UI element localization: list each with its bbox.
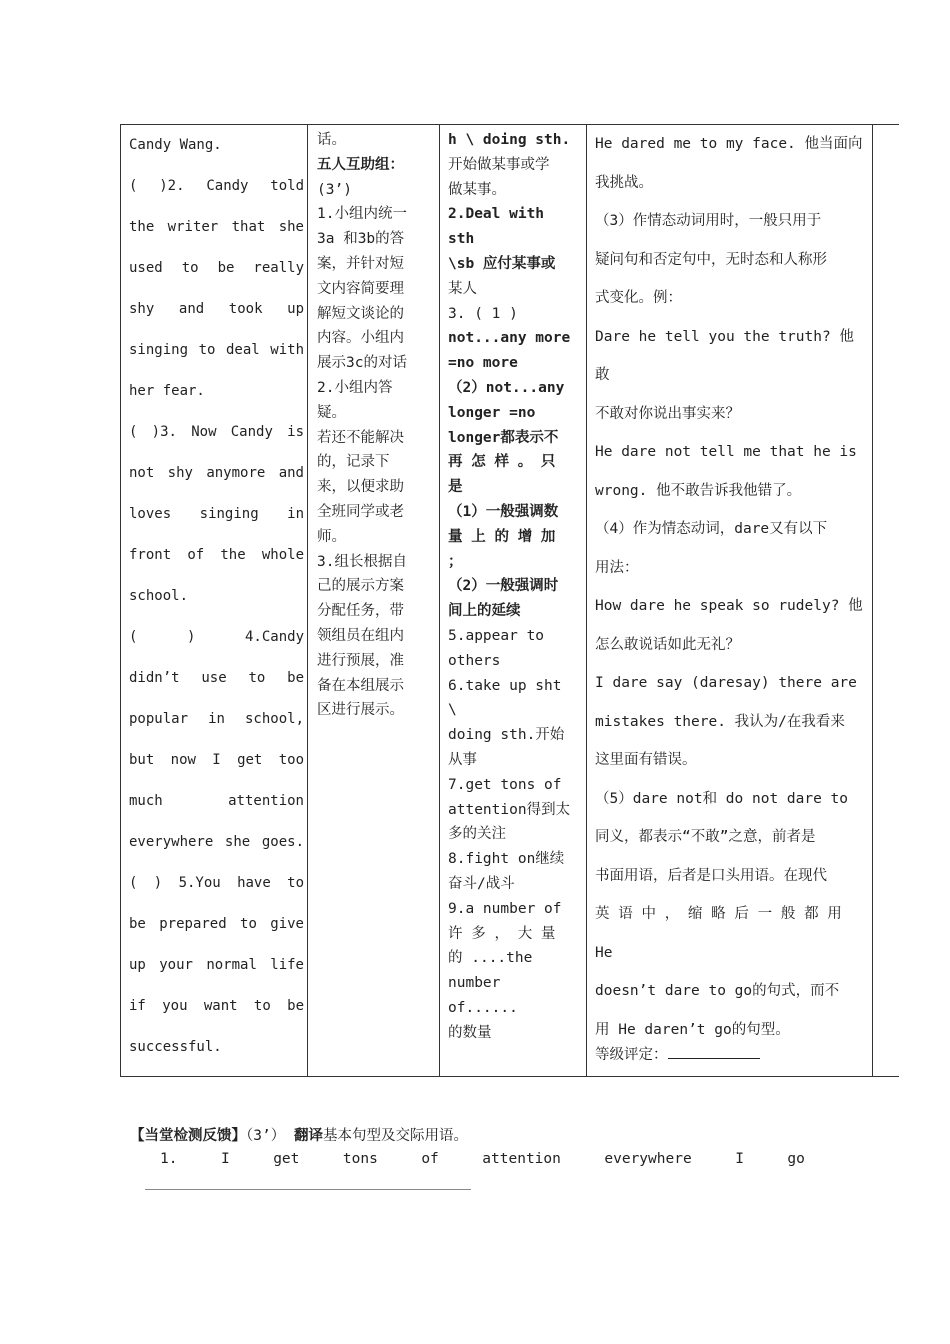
col2-line: 区进行展示。 [317,702,404,719]
col1-line: successful. [129,1039,222,1055]
col2-line: 疑。 [317,404,346,421]
col1-line: popular in school, [129,711,304,727]
col1-line: much attention [129,793,304,809]
col2-line: 展示3c的对话 [317,355,407,372]
feedback-title: 【当堂检测反馈】 [130,1128,246,1144]
col2-line: 师。 [317,528,346,545]
rating-blank[interactable] [668,1044,760,1059]
col4-line: wrong. 他不敢告诉我他错了。 [595,482,802,499]
question-1-word: get [273,1151,300,1167]
col2-line: 内容。小组内 [317,330,404,347]
col4-line: doesn’t dare to go的句式，而不 [595,983,840,999]
col4-line: How dare he speak so rudely? 他 [595,598,863,614]
col3-line: 从事 [448,751,477,768]
question-1-word: of [421,1151,439,1167]
question-1-word: attention [482,1151,561,1167]
question-1-word: everywhere [604,1151,692,1167]
col3-line: 5.appear to [448,627,545,644]
col2-line: 五人互助组： [317,156,404,173]
col1-line: used to be really [129,260,304,276]
col4-line: 疑问句和否定句中，无时态和人称形 [595,251,827,268]
col4-line: （4）作为情态动词，dare又有以下 [595,521,828,537]
rating-label: 等级评定： [595,1047,668,1063]
col4-line: 不敢对你说出事实来？ [595,405,740,422]
question-1-word: I [735,1151,744,1167]
col4-line: 书面用语，后者是口头用语。在现代 [595,867,827,884]
question-1 [160,1151,805,1167]
col2-line: 来，以便求助 [317,479,404,496]
col3-line: 量 上 的 增 加 ； [448,528,556,570]
col2-line: 解短文谈论的 [317,305,404,322]
column-divider [872,125,873,1076]
col4-line: 式变化。例： [595,290,682,306]
col1-line: singing to deal with [129,342,304,358]
col3-line: 的数量 [448,1024,492,1041]
col3-line: 奋斗/战斗 [448,875,515,892]
col1-line: Candy Wang. [129,137,222,153]
col1-line: shy and took up [129,301,304,317]
col3-line: not...any more [448,330,571,347]
col4-line: 英 语 中 ， 缩 略 后 一 般 都 用 He [595,906,842,961]
col1-line: her fear. [129,383,205,399]
col4-line: 用法： [595,559,639,576]
col1-line: everywhere she goes. [129,834,304,850]
col4-line: He dare not tell me that he is [595,444,857,460]
col3-line: longer =no [448,404,536,421]
group-work-column [317,125,437,1076]
col4-line: 这里面有错误。 [595,752,697,768]
col2-line: 进行预展，准 [317,652,404,669]
col2-line: (3’) [317,181,352,198]
col2-line: 己的展示方案 [317,578,404,595]
col3-line: =no more [448,355,518,372]
col2-line: 的，记录下 [317,454,390,471]
col1-line: loves singing in [129,506,304,522]
col1-line: front of the whole [129,547,304,563]
grammar-notes-column [595,125,865,1076]
col3-line: 开始做某事或学 [448,156,550,173]
col4-line: 我挑战。 [595,174,653,191]
col3-line: 再 怎 样 。 只 是 [448,454,556,496]
col3-line: 某人 [448,280,477,297]
col1-line: school. [129,588,189,604]
col1-line: the writer that she [129,219,304,235]
col4-line: He dared me to my face. 他当面向 [595,136,863,152]
phrases-column [448,125,578,1076]
col4-line: 用 He daren’t go的句型。 [595,1021,790,1038]
col2-line: 若还不能解决 [317,429,404,446]
col1-line: ( ) 4.Candy [129,629,304,645]
col1-line: but now I get too [129,752,304,768]
col2-line: 文内容简要理 [317,280,404,297]
col2-line: 2.小组内答 [317,379,393,396]
question-1-word: 1. [160,1151,178,1167]
col1-line: be prepared to give [129,916,304,932]
col4-line: （5）dare not和 do not dare to [595,790,849,807]
col2-line: 领组员在组内 [317,627,404,644]
col3-line: 许 多 ， 大 量 [448,925,556,942]
col1-line: didn’t use to be [129,670,304,686]
question-1-word: tons [342,1151,378,1167]
col3-line: others [448,652,501,669]
col3-line: （2）not...any [448,379,565,396]
col3-line: number of...... [448,975,518,1016]
col3-line: 2.Deal with sth [448,206,545,248]
col3-line: 多的关注 [448,826,506,843]
col3-line: （2）一般强调时 [448,578,559,595]
col2-line: 1.小组内统一 [317,206,407,223]
lesson-table [120,124,899,1077]
exercise-column [129,125,304,1076]
col2-line: 案，并针对短 [317,255,404,272]
feedback-task: 基本句型及交际用语。 [322,1128,468,1144]
col3-line: h \ doing sth. [448,132,571,148]
col1-line: ( ) 5.You have to [129,875,304,891]
col1-line: ( )3. Now Candy is [129,424,304,440]
col3-line: 做某事。 [448,181,506,198]
col4-line: I dare say (daresay) there are [595,675,857,691]
col3-line: doing sth.开始 [448,727,565,744]
question-1-word: go [787,1151,805,1167]
column-divider [307,125,308,1076]
col2-line: 3.组长根据自 [317,553,407,570]
col2-line: 备在本组展示 [317,677,404,694]
feedback-points: （3’） [246,1128,286,1144]
col2-line: 全班同学或老 [317,503,404,520]
col4-line: Dare he tell you the truth? 他敢 [595,328,854,383]
col2-line: 分配任务，带 [317,603,404,620]
col3-line: 7.get tons of [448,776,562,793]
col3-line: 9.a number of [448,900,562,917]
col3-line: 8.fight on继续 [448,851,565,868]
col1-line: not shy anymore and [129,465,304,481]
col1-line: if you want to be [129,998,304,1014]
col4-line: 怎么敢说话如此无礼？ [595,636,740,653]
col1-line: up your normal life [129,957,304,973]
col4-line: （3）作情态动词用时，一般只用于 [595,213,822,229]
col3-line: 的 ....the [448,950,533,967]
col3-line: longer都表示不 [448,429,559,446]
col2-line: 话。 [317,132,346,148]
col3-line: （1）一般强调数 [448,503,559,520]
col3-line: attention得到太 [448,801,571,818]
col1-line: ( )2. Candy told [129,178,304,194]
col3-line: \sb 应付某事或 [448,255,556,272]
column-divider [586,125,587,1076]
col4-line: mistakes there. 我认为/在我看来 [595,713,845,730]
question-1-word: I [220,1151,230,1167]
answer-line[interactable] [145,1189,471,1190]
col3-line: 间上的延续 [448,603,521,620]
col3-line: 3. ( 1 ) [448,305,518,322]
col2-line: 3a 和3b的答 [317,231,405,248]
feedback-heading [130,1124,468,1145]
col3-line: 6.take up sht \ [448,677,562,719]
rating [595,1043,760,1064]
column-divider [439,125,440,1076]
feedback-task-bold: 翻译 [293,1128,323,1144]
col4-line: 同义，都表示“不敢”之意，前者是 [595,829,816,845]
